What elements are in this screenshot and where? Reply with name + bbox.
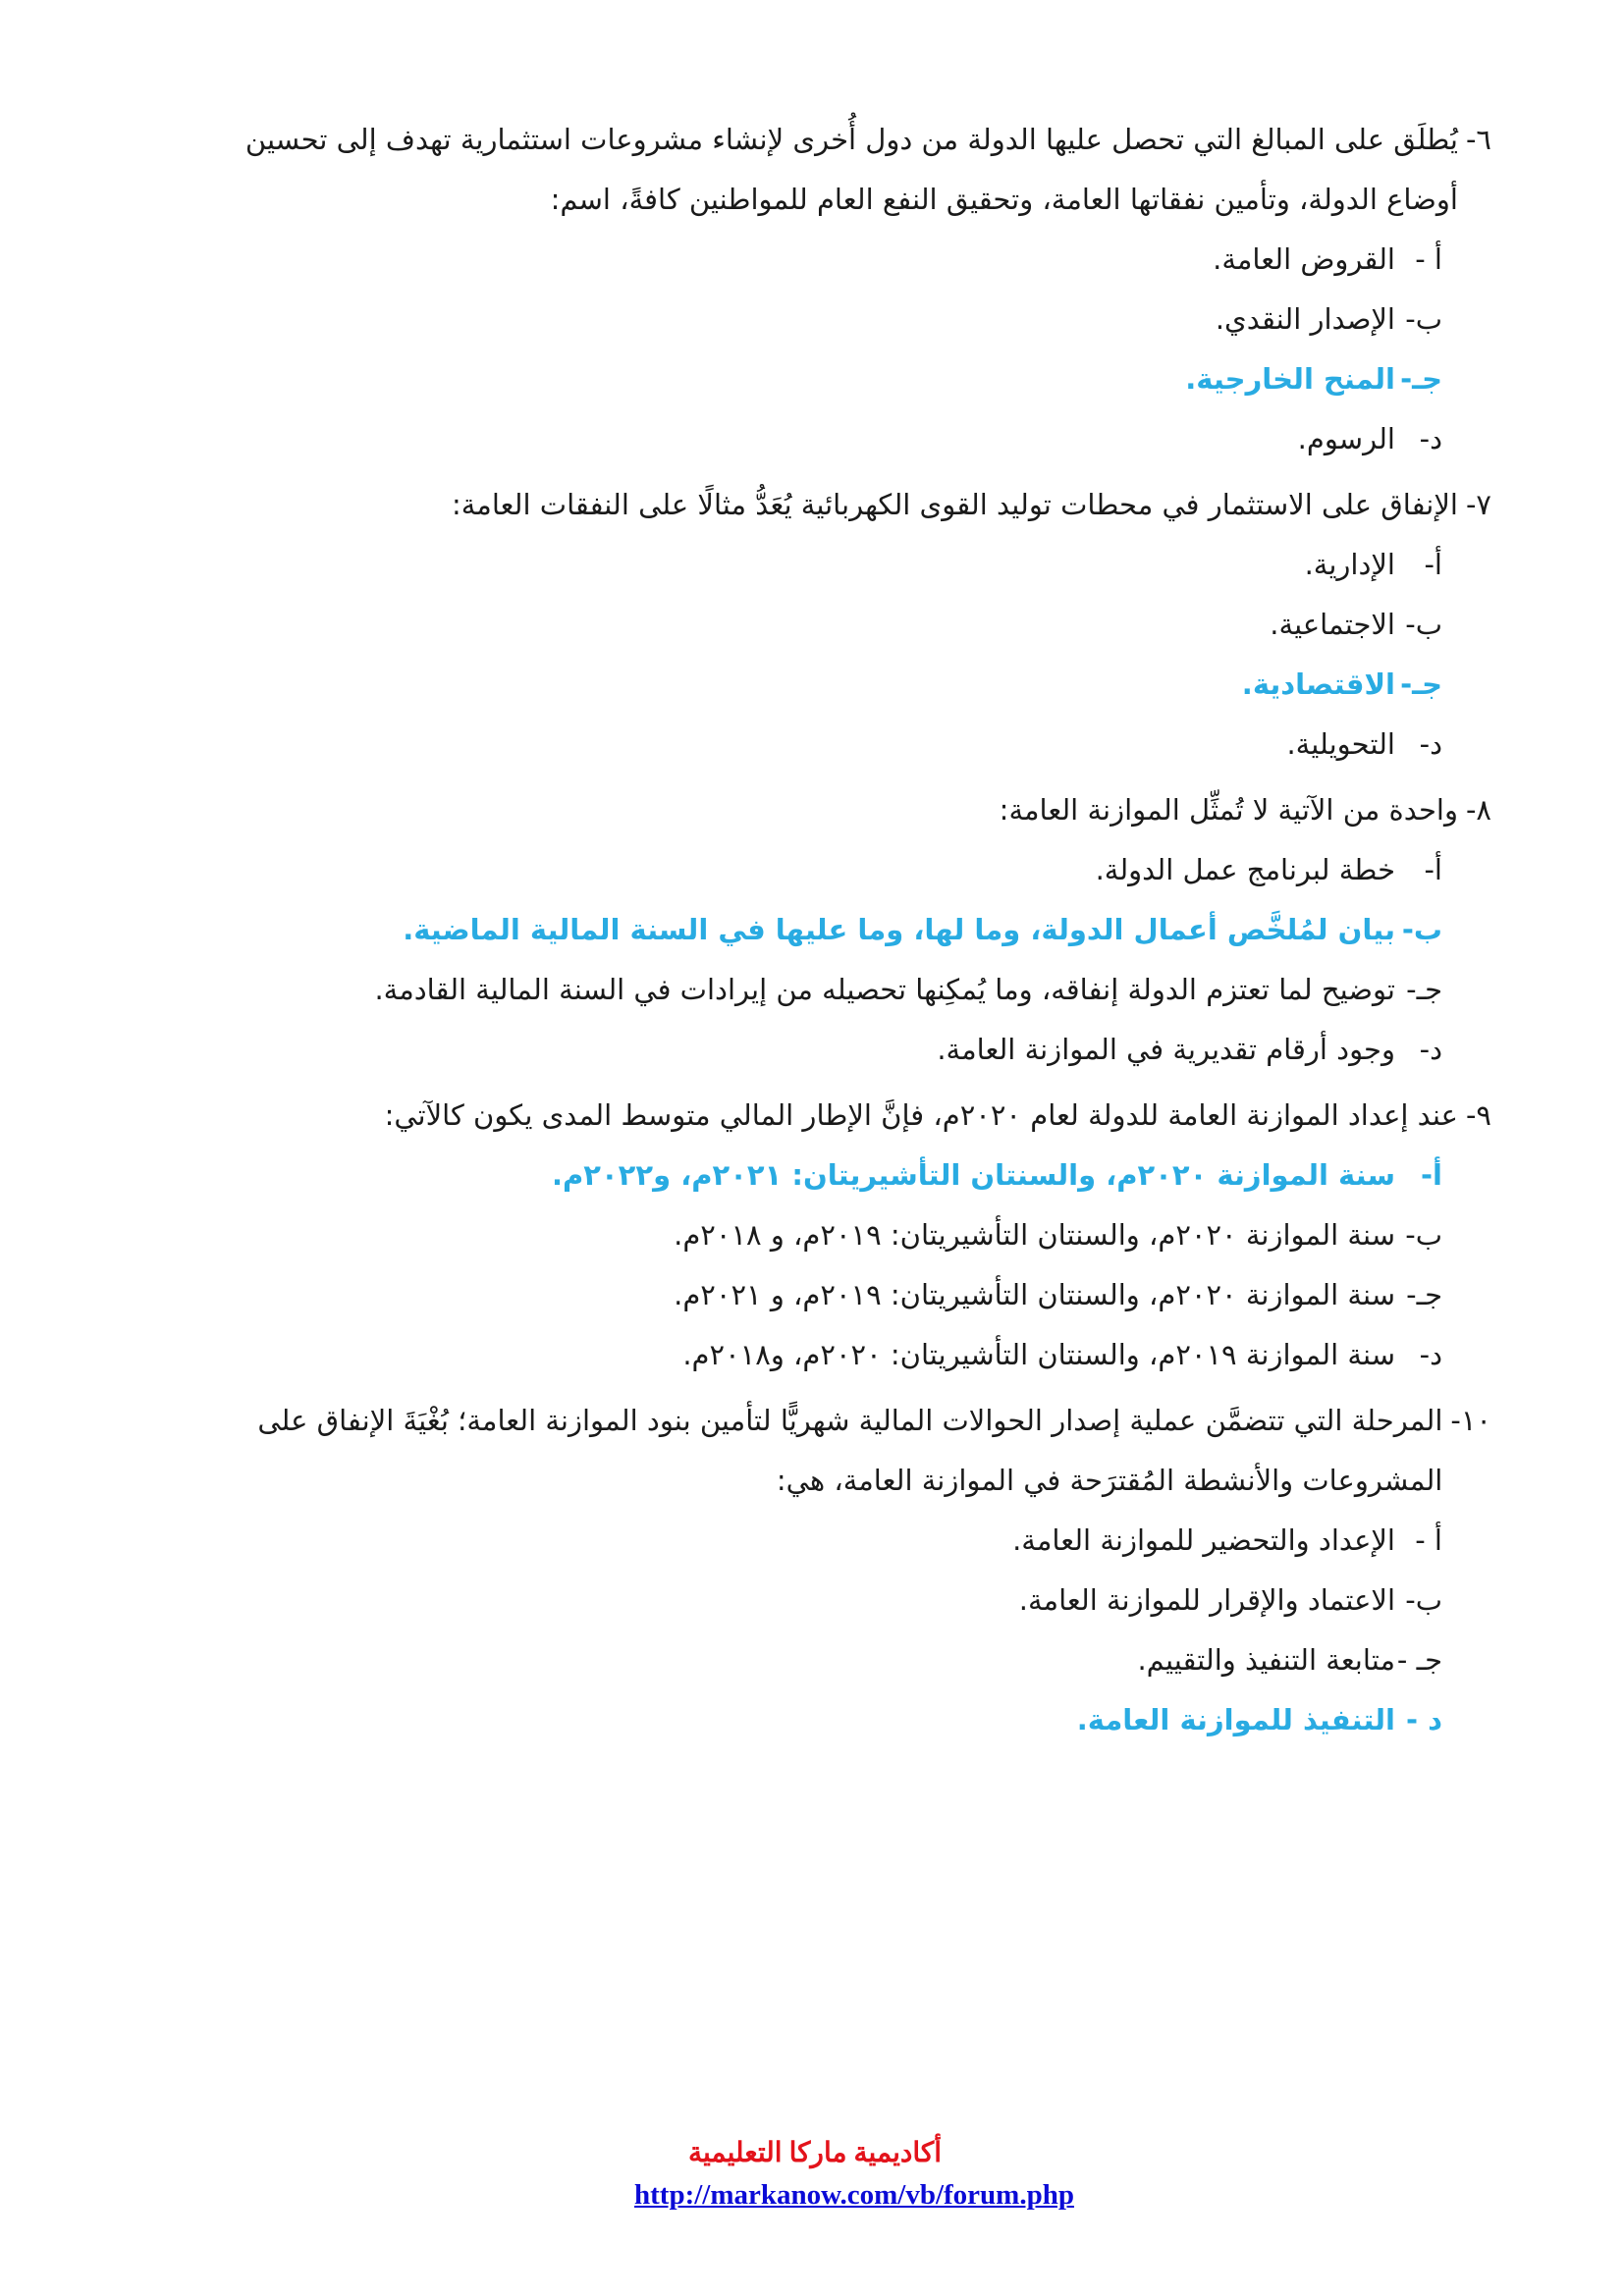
option-text: الإدارية. bbox=[1304, 548, 1395, 581]
question-number: ٩- bbox=[1465, 1098, 1491, 1132]
options-list bbox=[186, 840, 1442, 1080]
question-7 bbox=[186, 475, 1491, 774]
question-9 bbox=[186, 1086, 1491, 1385]
option-d-correct-answer bbox=[186, 1690, 1442, 1750]
academy-name: أكاديمية ماركا التعليمية bbox=[687, 2138, 943, 2168]
option-a bbox=[186, 840, 1442, 900]
option-text: سنة الموازنة ٢٠١٩م، والسنتان التأشيريتان: ٢٠٢٠م، و٢٠١٨م. bbox=[682, 1338, 1395, 1371]
option-letter: د - bbox=[1405, 1703, 1442, 1736]
option-text: التنفيذ للموازنة العامة. bbox=[1076, 1703, 1395, 1736]
option-c-correct-answer bbox=[186, 349, 1442, 409]
option-text: المنح الخارجية. bbox=[1185, 362, 1395, 396]
question-number: ٨- bbox=[1465, 793, 1491, 827]
option-b bbox=[186, 595, 1442, 655]
option-text: خطة لبرنامج عمل الدولة. bbox=[1095, 853, 1395, 886]
questions-list bbox=[186, 110, 1491, 1756]
option-letter: جـ- bbox=[1400, 667, 1442, 701]
option-text: التحويلية. bbox=[1286, 727, 1395, 761]
option-letter: أ- bbox=[1424, 548, 1442, 581]
option-letter: ب- bbox=[1405, 1218, 1442, 1252]
question-text: الإنفاق على الاستثمار في محطات توليد القوى الكهربائية يُعَدُّ مثالًا على النفقات العامة: bbox=[451, 488, 1458, 521]
option-text: وجود أرقام تقديرية في الموازنة العامة. bbox=[937, 1033, 1395, 1066]
option-letter: جـ- bbox=[1406, 1278, 1442, 1311]
option-a-correct-answer bbox=[186, 1146, 1442, 1205]
option-text: متابعة التنفيذ والتقييم. bbox=[1137, 1643, 1395, 1677]
option-b bbox=[186, 1205, 1442, 1265]
option-letter: أ- bbox=[1424, 853, 1442, 886]
option-text: بيان لمُلخَّص أعمال الدولة، وما لها، وما عليها في السنة المالية الماضية. bbox=[403, 913, 1395, 946]
option-b-correct-answer bbox=[186, 900, 1442, 960]
option-c bbox=[186, 960, 1442, 1020]
option-letter: أ- bbox=[1421, 1158, 1442, 1192]
option-letter: جـ- bbox=[1406, 973, 1442, 1006]
option-letter: ب- bbox=[1401, 913, 1442, 946]
option-letter: د- bbox=[1419, 422, 1442, 455]
option-d bbox=[186, 1020, 1442, 1080]
option-text: توضيح لما تعتزم الدولة إنفاقه، وما يُمكِنها تحصيله من إيرادات في السنة المالية القادمة. bbox=[374, 973, 1395, 1006]
question-number: ٦- bbox=[1465, 123, 1491, 156]
options-list bbox=[186, 230, 1442, 469]
option-letter: د- bbox=[1419, 1338, 1442, 1371]
options-list bbox=[186, 1511, 1442, 1750]
question-text: المرحلة التي تتضمَّن عملية إصدار الحوالات المالية شهريًّا لتأمين بنود الموازنة العامة؛ بُغْيَةَ الإنفاق على المشروعات والأنشطة المُقترَحة في الموازنة العامة، هي: bbox=[257, 1404, 1443, 1497]
option-b bbox=[186, 290, 1442, 349]
option-text: الإعداد والتحضير للموازنة العامة. bbox=[1012, 1523, 1395, 1557]
option-letter: د- bbox=[1419, 1033, 1442, 1066]
option-text: الاجتماعية. bbox=[1270, 608, 1395, 641]
option-d bbox=[186, 409, 1442, 469]
option-text: سنة الموازنة ٢٠٢٠م، والسنتان التأشيريتان: ٢٠١٩م، و ٢٠١٨م. bbox=[674, 1218, 1395, 1252]
question-6 bbox=[186, 110, 1491, 469]
option-a bbox=[186, 535, 1442, 595]
option-letter: د- bbox=[1419, 727, 1442, 761]
option-c bbox=[186, 1630, 1442, 1690]
option-letter: أ - bbox=[1415, 1523, 1442, 1557]
option-letter: ب- bbox=[1405, 302, 1442, 336]
option-text: القروض العامة. bbox=[1213, 242, 1395, 276]
forum-link[interactable]: http://markanow.com/vb/forum.php bbox=[634, 2179, 1074, 2211]
option-text: الاقتصادية. bbox=[1241, 667, 1395, 701]
option-text: الاعتماد والإقرار للموازنة العامة. bbox=[1018, 1583, 1395, 1617]
option-c-correct-answer bbox=[186, 655, 1442, 715]
question-10 bbox=[186, 1391, 1491, 1750]
option-text: سنة الموازنة ٢٠٢٠م، والسنتان التأشيريتان: ٢٠١٩م، و ٢٠٢١م. bbox=[674, 1278, 1395, 1311]
question-text: عند إعداد الموازنة العامة للدولة لعام ٢٠٢٠م، فإنَّ الإطار المالي متوسط المدى يكون كالآتي: bbox=[384, 1098, 1458, 1132]
question-text: يُطلَق على المبالغ التي تحصل عليها الدولة من دول أُخرى لإنشاء مشروعات استثمارية تهدف إلى تحسين أوضاع الدولة، وتأمين نفقاتها العامة، وتحقيق النفع العام للمواطنين كافةً، اسم: bbox=[244, 123, 1458, 216]
option-b bbox=[186, 1571, 1442, 1630]
option-letter: أ - bbox=[1415, 242, 1442, 276]
option-letter: ب- bbox=[1405, 1583, 1442, 1617]
options-list bbox=[186, 535, 1442, 774]
option-c bbox=[186, 1265, 1442, 1325]
question-number: ٧- bbox=[1465, 488, 1491, 521]
question-8 bbox=[186, 780, 1491, 1080]
option-d bbox=[186, 1325, 1442, 1385]
option-text: الإصدار النقدي. bbox=[1215, 302, 1395, 336]
options-list bbox=[186, 1146, 1442, 1385]
option-d bbox=[186, 715, 1442, 774]
option-letter: ب- bbox=[1405, 608, 1442, 641]
option-a bbox=[186, 230, 1442, 290]
option-text: الرسوم. bbox=[1297, 422, 1395, 455]
question-text: واحدة من الآتية لا تُمثِّل الموازنة العامة: bbox=[999, 793, 1458, 827]
option-letter: جـ - bbox=[1396, 1643, 1442, 1677]
question-number: ١٠- bbox=[1450, 1404, 1491, 1437]
option-letter: جـ- bbox=[1400, 362, 1442, 396]
option-a bbox=[186, 1511, 1442, 1571]
option-text: سنة الموازنة ٢٠٢٠م، والسنتان التأشيريتان: ٢٠٢١م، و٢٠٢٢م. bbox=[552, 1158, 1395, 1192]
